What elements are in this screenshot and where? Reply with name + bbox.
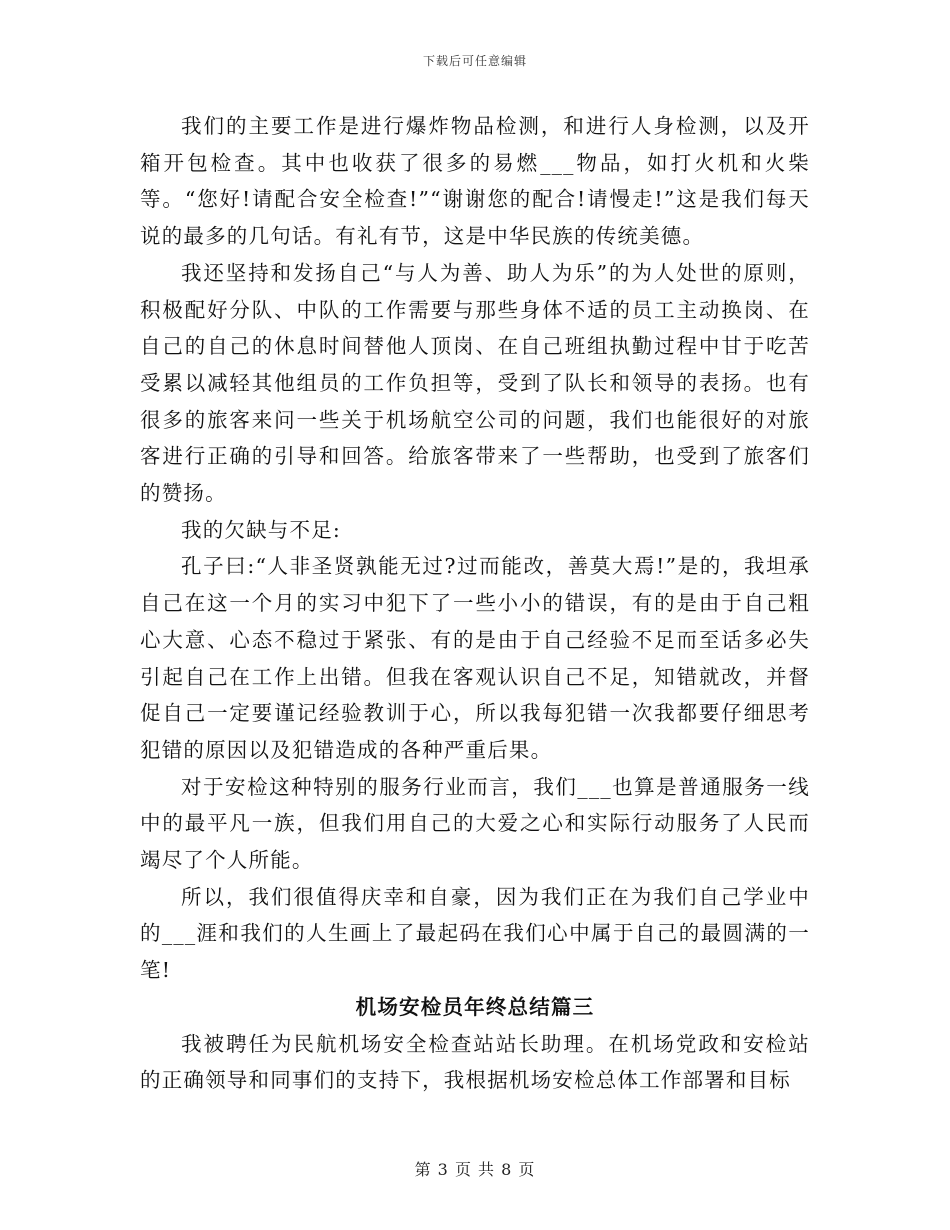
paragraph-confucius-mistakes: 孔子曰:“人非圣贤孰能无过?过而能改，善莫大焉!”是的，我坦承自己在这一个月的实习中犯下了一些小小的错误，有的是由于自己粗心大意、心态不稳过于紧张、有的是由于自己经验不足而至话多必失引起自己在工作上出错。但我在客观认识自己不足，知错就改，并督促自己一定要谨记经验教训于心，所以我每犯错一次我都要仔细思考犯错的原因以及犯错造成的各种严重后果。	[140, 554, 810, 762]
page-number: 第 3 页 共 8 页	[414, 1160, 536, 1179]
page-header: 下载后可任意编辑	[422, 54, 527, 68]
section-title: 机场安检员年终总结篇三	[355, 994, 595, 1019]
paragraph-inspection-work: 我们的主要工作是进行爆炸物品检测，和进行人身检测，以及开箱开包检查。其中也收获了很多的易燃___物品，如打火机和火柴等。“您好!请配合安全检查!”“谢谢您的配合!请慢走!”这是我们每天说的最多的几句话。有礼有节，这是中华民族的传统美德。	[140, 114, 810, 249]
paragraph-shortcomings-heading: 我的欠缺与不足:	[181, 517, 342, 542]
paragraph-service-industry: 对于安检这种特别的服务行业而言，我们___也算是普通服务一线中的最平凡一族，但我们用自己的大爱之心和实际行动服务了人民而竭尽了个人所能。	[140, 774, 810, 873]
paragraph-section-intro: 我被聘任为民航机场安全检查站站长助理。在机场党政和安检站的正确领导和同事们的支持下，我根据机场安检总体工作部署和目标	[140, 1031, 810, 1093]
paragraph-helping-others: 我还坚持和发扬自己“与人为善、助人为乐”的为人处世的原则，积极配好分队、中队的工作需要与那些身体不适的员工主动换岗、在自己的自己的休息时间替他人顶岗、在自己班组执勤过程中甘于吃苦受累以减轻其他组员的工作负担等，受到了队长和领导的表扬。也有很多的旅客来问一些关于机场航空公司的问题，我们也能很好的对旅客进行正确的引导和回答。给旅客带来了一些帮助，也受到了旅客们的赞扬。	[140, 260, 810, 506]
paragraph-conclusion: 所以，我们很值得庆幸和自豪，因为我们正在为我们自己学业中的___涯和我们的人生画上了最起码在我们心中属于自己的最圆满的一笔!	[140, 884, 810, 983]
document-body	[140, 108, 810, 1099]
